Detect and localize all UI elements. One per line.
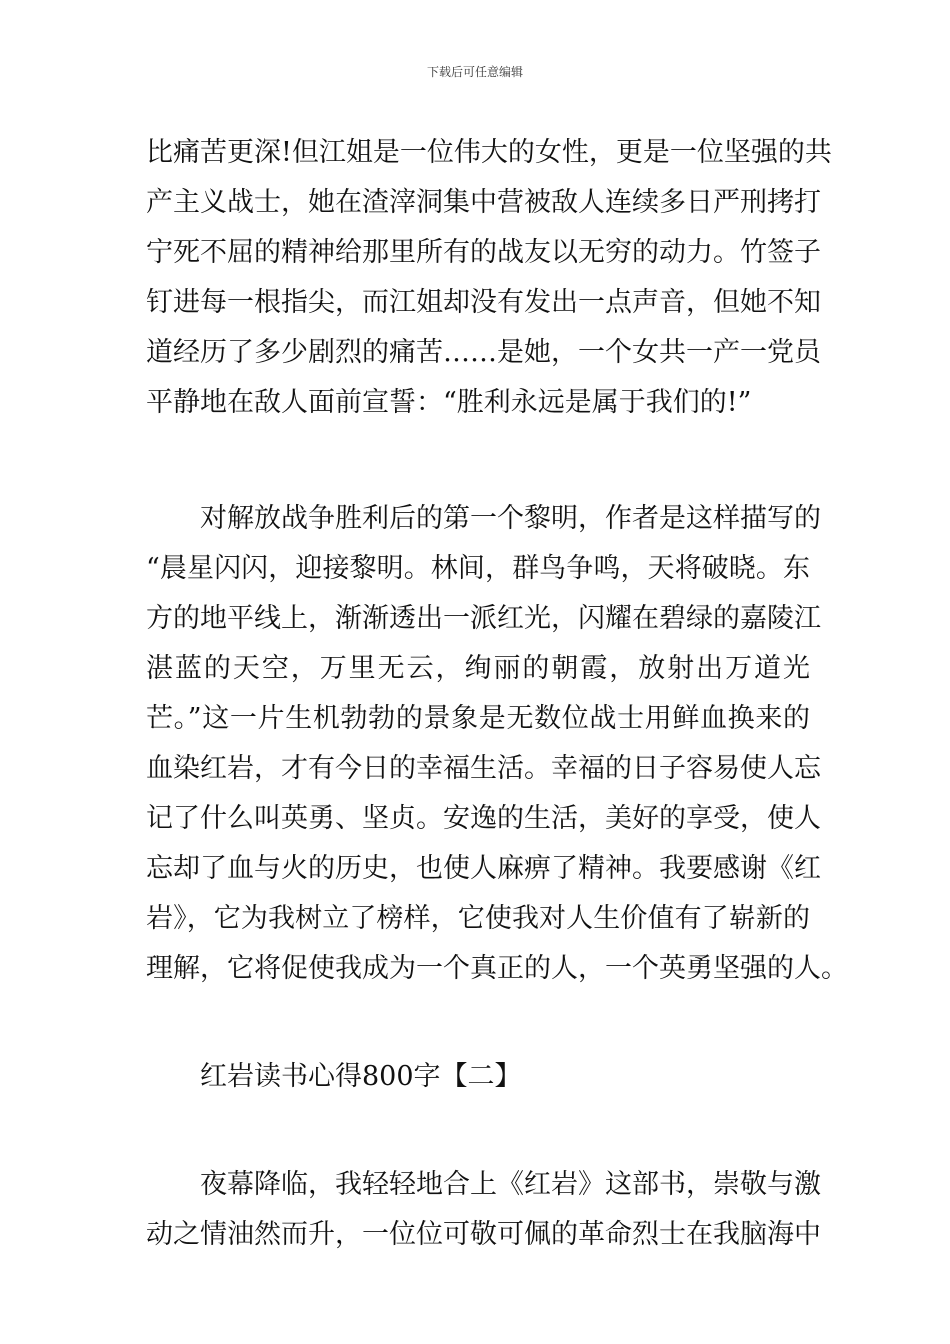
text-line: 比痛苦更深!但江姐是一位伟大的女性，更是一位坚强的共	[146, 137, 832, 168]
document-body	[146, 128, 848, 1260]
text-line: 钉进每一根指尖，而江姐却没有发出一点声音，但她不知	[146, 287, 821, 318]
paragraph-gap	[146, 1102, 810, 1160]
text-line: “晨星闪闪，迎接黎明。林间，群鸟争鸣，天将破晓。东	[146, 553, 810, 584]
text-line: 芒。”这一片生机勃勃的景象是无数位战士用鲜血换来的	[146, 703, 810, 734]
section-heading: 红岩读书心得800字【二】	[200, 1061, 522, 1092]
text-line: 宁死不屈的精神给那里所有的战友以无穷的动力。竹签子	[146, 237, 821, 268]
paragraph-gap	[146, 994, 810, 1052]
text-line: 岩》，它为我树立了榜样，它使我对人生价值有了崭新的	[146, 903, 810, 934]
text-line: 方的地平线上，渐渐透出一派红光，闪耀在碧绿的嘉陵江	[146, 603, 821, 634]
text-line: 理解，它将促使我成为一个真正的人，一个英勇坚强的人。	[146, 953, 848, 984]
paragraph-1	[146, 128, 832, 428]
paragraph-3	[146, 1160, 821, 1260]
text-line: 产主义战士，她在渣滓洞集中营被敌人连续多日严刑拷打	[146, 187, 821, 218]
text-line: 血染红岩，才有今日的幸福生活。幸福的日子容易使人忘	[146, 753, 821, 784]
text-line: 记了什么叫英勇、坚贞。安逸的生活，美好的享受，使人	[146, 803, 821, 834]
text-line: 对解放战争胜利后的第一个黎明，作者是这样描写的	[200, 503, 821, 534]
page-header: 下载后可任意编辑	[426, 65, 523, 79]
text-line: 夜幕降临，我轻轻地合上《红岩》这部书，崇敬与激	[200, 1169, 821, 1200]
paragraph-gap	[146, 428, 810, 494]
text-line: 湛蓝的天空，万里无云，绚丽的朝霞，放射出万道光	[146, 653, 810, 684]
text-line: 平静地在敌人面前宣誓：“胜利永远是属于我们的!”	[146, 387, 752, 418]
text-line: 道经历了多少剧烈的痛苦……是她，一个女共一产一党员	[146, 337, 821, 368]
text-line: 动之情油然而升，一位位可敬可佩的革命烈士在我脑海中	[146, 1219, 821, 1250]
paragraph-2	[146, 494, 848, 994]
text-line: 忘却了血与火的历史，也使人麻痹了精神。我要感谢《红	[146, 853, 821, 884]
